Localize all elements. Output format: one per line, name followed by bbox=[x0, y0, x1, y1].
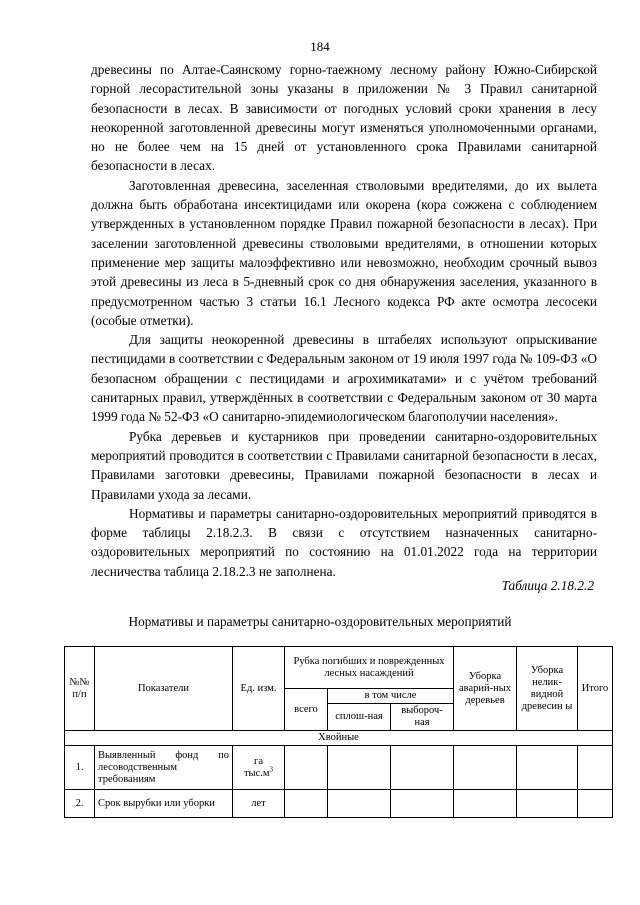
paragraph-4: Рубка деревьев и кустарников при проведении санитарно-оздоровительных мероприятий проводится в соответствии с Правилами санитарной безопасности в лесах, Правилами заготовки древесины, Правилами пожарной безопасности в лесах и Правилами ухода за лесами. bbox=[91, 428, 597, 502]
paragraph-1: древесины по Алтае-Саянскому горно-таежному лесному району Южно-Сибирской горной лесорастительной зоны указаны в приложении № 3 Правил санитарной безопасности в лесах. В зависимости от погодных условий сроки хранения в лесу неокоренной заготовленной древесины могут изменяться уполномоченными органами, но не более чем на 15 дней от установленного срока Правилами санитарной безопасности в лесах. bbox=[91, 62, 597, 174]
paragraph-2: Заготовленная древесина, заселенная стволовыми вредителями, до их вылета должна быть обработана инсектицидами или окорена (кора сожжена с соблюдением утвержденных в установленном порядке Правил пожарной безопасности в лесах). При заселении заготовленной древесины стволовыми вредителями, в отношении которых применение мер защиты малоэффективно или невозможно, необходим срочный вывоз этой древесины из леса в 5-дневный срок со дня обнаружения заселения, указанного в предусмотренном частью 3 статьи 16.1 Лесного кодекса РФ акте осмотра лесосеки (особые отметки). bbox=[91, 177, 597, 328]
table-row bbox=[65, 790, 613, 818]
cell-empty bbox=[578, 746, 613, 790]
row-name: Выявленный фонд по лесоводственным требованиям bbox=[95, 746, 233, 790]
header-selective: выбороч-ная bbox=[391, 704, 454, 731]
table-title: Нормативы и параметры санитарно-оздоровительных мероприятий bbox=[128, 614, 512, 629]
cell-empty bbox=[328, 790, 391, 818]
table-caption: Таблица 2.18.2.2 bbox=[501, 578, 594, 593]
row-unit: лет bbox=[233, 790, 285, 818]
page-number: 184 bbox=[310, 39, 330, 54]
unit-sub: тыс.м bbox=[243, 767, 270, 779]
cell-empty bbox=[578, 790, 613, 818]
row-name: Срок вырубки или уборки bbox=[95, 790, 233, 818]
cell-empty bbox=[454, 790, 517, 818]
cell-empty bbox=[285, 790, 328, 818]
header-felling-total: всего bbox=[285, 689, 328, 731]
paragraph-3: Для защиты неокоренной древесины в штабелях используют опрыскивание пестицидами в соответствии с Федеральным законом от 19 июля 1997 года № 109-ФЗ «О безопасном обращении с пестицидами и агрохимикатами» и с учётом требований санитарных правил, утверждённых в соответствии с Федеральным законом от 30 марта 1999 года № 52-ФЗ «О санитарно-эпидемиологическом благополучии населения». bbox=[91, 332, 597, 425]
norms-table bbox=[64, 646, 613, 818]
row-num: 2. bbox=[65, 790, 95, 818]
unit-main: га bbox=[254, 755, 263, 767]
header-unit: Ед. изм. bbox=[233, 647, 285, 731]
body-text bbox=[91, 60, 597, 581]
cell-empty bbox=[454, 746, 517, 790]
cell-empty bbox=[517, 790, 578, 818]
cell-empty bbox=[517, 746, 578, 790]
header-clear: сплош-ная bbox=[328, 704, 391, 731]
cell-empty bbox=[391, 790, 454, 818]
header-incl: в том числе bbox=[328, 689, 454, 704]
row-unit bbox=[233, 746, 285, 790]
row-num: 1. bbox=[65, 746, 95, 790]
header-num: №№ п/п bbox=[65, 647, 95, 731]
cell-empty bbox=[391, 746, 454, 790]
table-row bbox=[65, 746, 613, 790]
header-total: Итого bbox=[578, 647, 613, 731]
header-felling: Рубка погибших и поврежденных лесных насаждений bbox=[285, 647, 454, 689]
cell-empty bbox=[285, 746, 328, 790]
unit-sup: 3 bbox=[269, 765, 274, 773]
header-emergency: Уборка аварий-ных деревьев bbox=[454, 647, 517, 731]
cell-empty bbox=[328, 746, 391, 790]
header-unliquid: Уборка нелик-видной древесин ы bbox=[517, 647, 578, 731]
section-row: Хвойные bbox=[65, 731, 613, 746]
paragraph-5: Нормативы и параметры санитарно-оздоровительных мероприятий приводятся в форме таблицы 2.18.2.3. В связи с отсутствием назначенных санитарно-оздоровительных мероприятий по состоянию на 01.01.2022 года на территории лесничества таблица 2.18.2.3 не заполнена. bbox=[91, 505, 597, 579]
header-indicators: Показатели bbox=[95, 647, 233, 731]
